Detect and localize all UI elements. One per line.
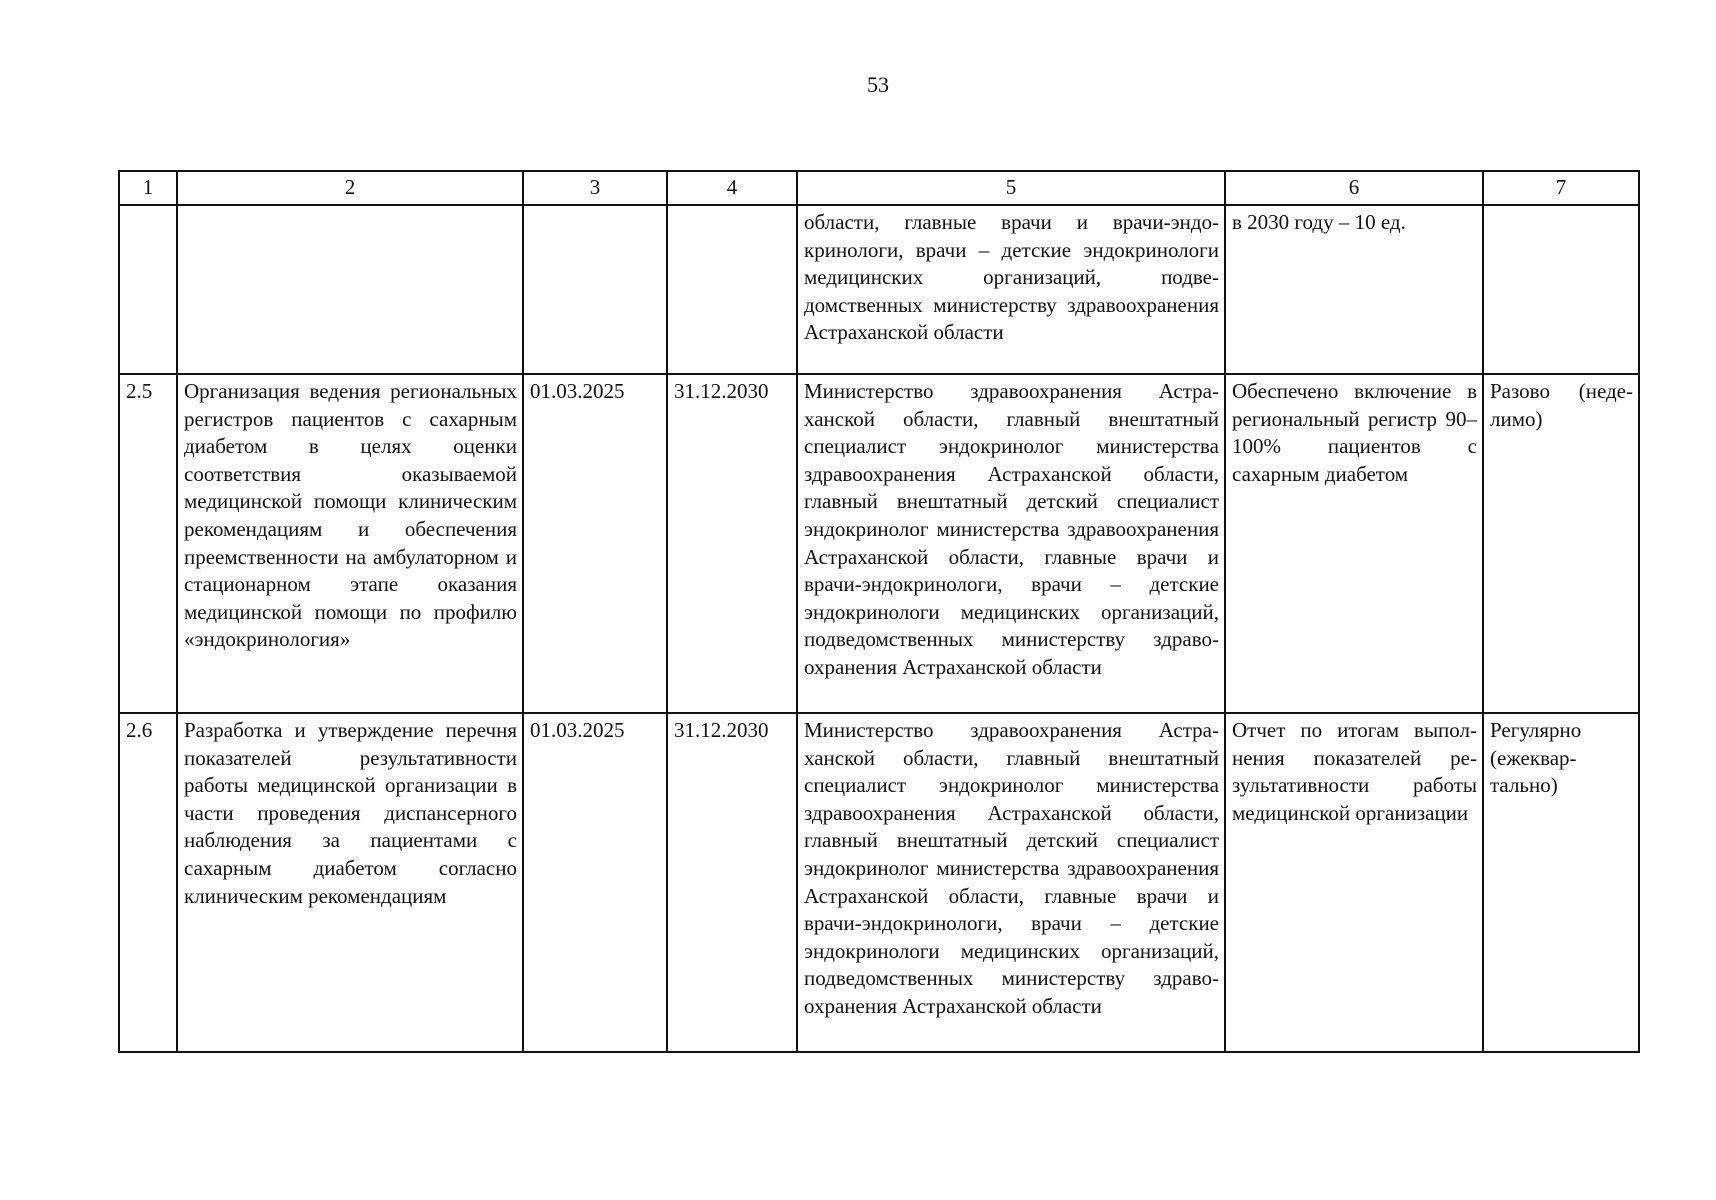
column-header-7: 7 [1483, 171, 1639, 205]
cell-result: в 2030 году – 10 ед. [1225, 205, 1483, 374]
cell-end-date [667, 205, 797, 374]
cell-start-date: 01.03.2025 [523, 713, 667, 1052]
cell-number [119, 205, 177, 374]
action-plan-table [118, 170, 1640, 1053]
column-header-6: 6 [1225, 171, 1483, 205]
page-number: 53 [867, 72, 889, 97]
cell-event: Организация ведения региональных регистров пациентов с сахарным диабетом в целях оценки соответствия оказываемой медицинской помощи клиническим рекомендациям и обеспечения преемственности на амбулаторном и стационарном этапе оказания медицинской помощи по профилю «эндокринология» [177, 374, 523, 713]
cell-number: 2.5 [119, 374, 177, 713]
column-header-2: 2 [177, 171, 523, 205]
cell-end-date: 31.12.2030 [667, 374, 797, 713]
cell-number: 2.6 [119, 713, 177, 1052]
cell-frequency: Регулярно (ежеквартально) [1483, 713, 1639, 1052]
cell-event: Разработка и утверждение перечня показателей результативности работы медицинской организации в части проведения диспансерного наблюдения за пациентами с сахарным диабетом согласно клиническим рекомендациям [177, 713, 523, 1052]
cell-end-date: 31.12.2030 [667, 713, 797, 1052]
column-header-3: 3 [523, 171, 667, 205]
cell-result: Обеспечено включение в региональный регистр 90–100% пациентов с сахарным диабетом [1225, 374, 1483, 713]
cell-result: Отчет по итогам выполнения показателей результативности работы медицинской организации [1225, 713, 1483, 1052]
cell-responsible: области, главные врачи и врачи-эндокринологи, врачи – детские эндокринологи медицинских организаций, подведомственных министерству здравоохранения Астраханской области [797, 205, 1225, 374]
table-row-2-6 [119, 713, 1639, 1052]
column-header-5: 5 [797, 171, 1225, 205]
table-row-continued [119, 205, 1639, 374]
header-row [119, 171, 1639, 205]
cell-start-date: 01.03.2025 [523, 374, 667, 713]
cell-frequency [1483, 205, 1639, 374]
table-body [119, 205, 1639, 1052]
table-header [119, 171, 1639, 205]
cell-event [177, 205, 523, 374]
cell-responsible: Министерство здравоохранения Астраханской области, главный внештатный специалист эндокринолог министерства здравоохранения Астраханской области, главный внештатный детский специалист эндокринолог министерства здравоохранения Астраханской области, главные врачи и врачи-эндокринологи, врачи – детские эндокринологи медицинских организаций, подведомственных министерству здравоохранения Астраханской области [797, 713, 1225, 1052]
column-header-1: 1 [119, 171, 177, 205]
cell-start-date [523, 205, 667, 374]
column-header-4: 4 [667, 171, 797, 205]
cell-frequency: Разово (неделимо) [1483, 374, 1639, 713]
table-row-2-5 [119, 374, 1639, 713]
cell-responsible: Министерство здравоохранения Астраханской области, главный внештатный специалист эндокринолог министерства здравоохранения Астраханской области, главный внештатный детский специалист эндокринолог министерства здравоохранения Астраханской области, главные врачи и врачи-эндокринологи, врачи – детские эндокринологи медицинских организаций, подведомственных министерству здравоохранения Астраханской области [797, 374, 1225, 713]
